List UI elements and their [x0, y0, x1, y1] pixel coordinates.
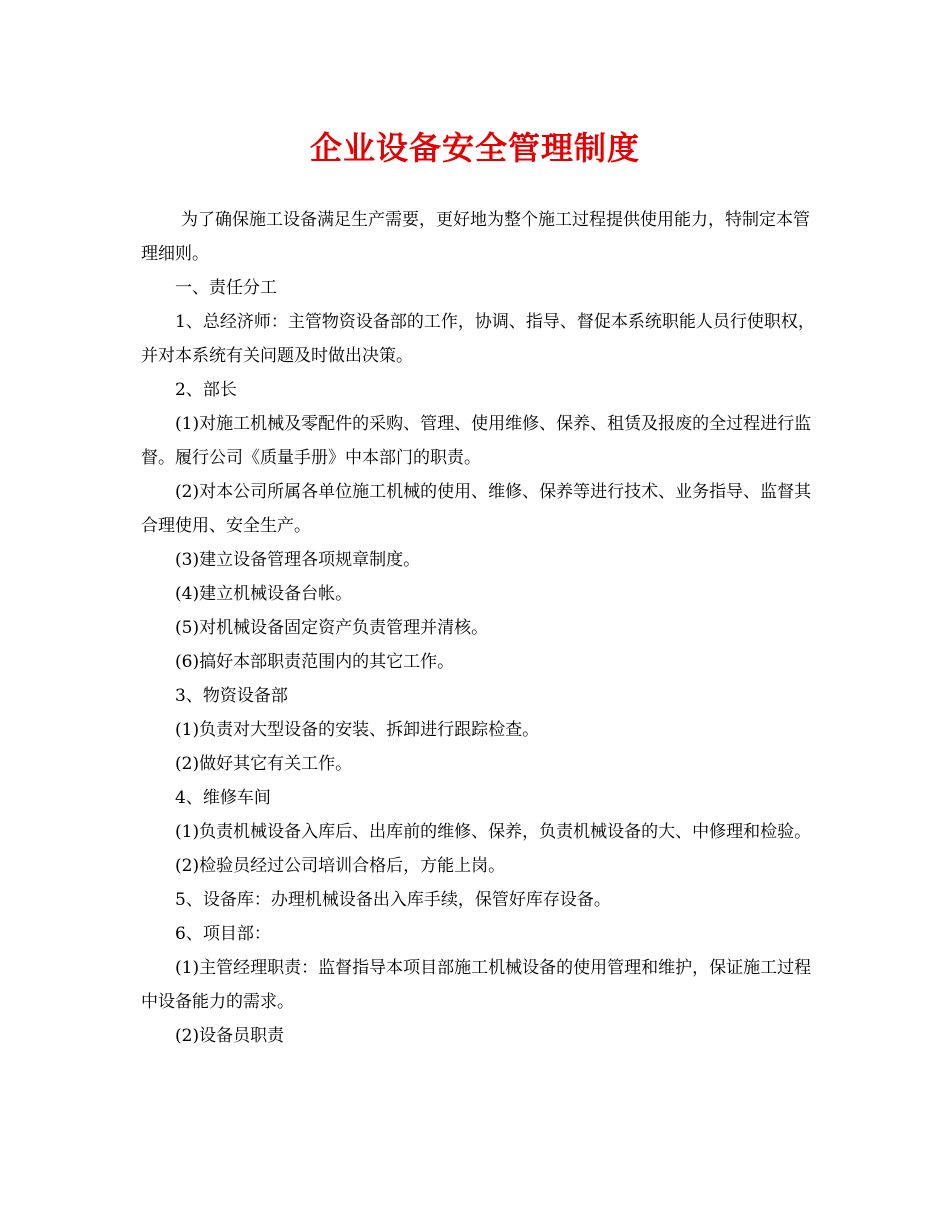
minister-item-3: (3)建立设备管理各项规章制度。 [175, 550, 421, 570]
document-body [141, 203, 821, 1053]
materials-item-1: (1)负责对大型设备的安装、拆卸进行跟踪检查。 [175, 720, 540, 740]
heading-project-department: 6、项目部： [175, 924, 271, 944]
minister-item-6: (6)搞好本部职责范围内的其它工作。 [175, 652, 455, 672]
heading-minister: 2、部长 [175, 380, 237, 400]
materials-item-2: (2)做好其它有关工作。 [175, 754, 353, 774]
minister-item-4: (4)建立机械设备台帐。 [175, 584, 353, 604]
paragraph-equipment-warehouse: 5、设备库：办理机械设备出入库手续，保管好库存设备。 [175, 890, 611, 910]
minister-item-1: (1)对施工机械及零配件的采购、管理、使用维修、保养、租赁及报废的全过程进行监督。履行公司《质量手册》中本部门的职责。 [141, 414, 812, 468]
repair-item-1: (1)负责机械设备入库后、出库前的维修、保养，负责机械设备的大、中修理和检验。 [175, 822, 812, 842]
project-item-2: (2)设备员职责 [175, 1026, 285, 1046]
paragraph-chief-economist: 1、总经济师：主管物资设备部的工作，协调、指导、督促本系统职能人员行使职权，并对本系统有关问题及时做出决策。 [141, 312, 815, 366]
project-item-1: (1)主管经理职责：监督指导本项目部施工机械设备的使用管理和维护，保证施工过程中设备能力的需求。 [141, 958, 812, 1012]
section-heading-responsibility: 一、责任分工 [175, 278, 277, 298]
heading-repair-workshop: 4、维修车间 [175, 788, 271, 808]
minister-item-2: (2)对本公司所属各单位施工机械的使用、维修、保养等进行技术、业务指导、监督其合理使用、安全生产。 [141, 482, 812, 536]
minister-item-5: (5)对机械设备固定资产负责管理并清核。 [175, 618, 489, 638]
document-title: 企业设备安全管理制度 [309, 129, 640, 167]
repair-item-2: (2)检验员经过公司培训合格后，方能上岗。 [175, 856, 506, 876]
heading-materials-department: 3、物资设备部 [175, 686, 288, 706]
intro-paragraph: 为了确保施工设备满足生产需要，更好地为整个施工过程提供使用能力，特制定本管理细则。 [141, 210, 810, 264]
